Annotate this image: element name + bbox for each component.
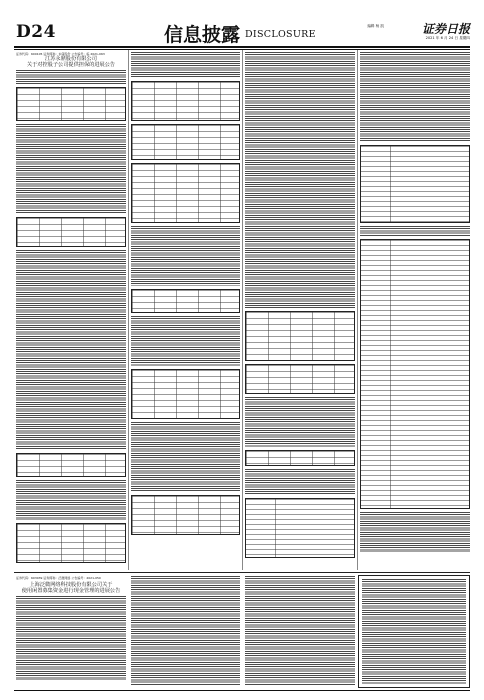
section-title: 信息披露 bbox=[164, 24, 241, 46]
section-divider bbox=[14, 572, 470, 573]
bottom-notice-3 bbox=[245, 576, 355, 686]
body-text bbox=[360, 226, 470, 236]
newspaper-logo: 证券日报 bbox=[421, 22, 470, 36]
notice-header: 证券代码：600105 证券简称：永鼎股份 公告编号：临 2021-063 bbox=[16, 52, 105, 56]
boxed-notice bbox=[358, 575, 470, 688]
column-2 bbox=[131, 52, 240, 568]
data-table bbox=[131, 81, 240, 121]
body-text bbox=[245, 469, 355, 495]
column-divider bbox=[242, 50, 243, 570]
body-text bbox=[131, 422, 240, 492]
column-4 bbox=[360, 52, 470, 568]
data-table bbox=[245, 498, 355, 558]
data-table bbox=[245, 364, 355, 394]
data-table bbox=[131, 369, 240, 419]
bottom-notice-1 bbox=[16, 576, 126, 686]
column-3 bbox=[245, 52, 355, 568]
body-text bbox=[245, 52, 355, 308]
column-divider bbox=[357, 50, 358, 570]
masthead-rule bbox=[14, 46, 470, 48]
data-table bbox=[131, 163, 240, 223]
data-table bbox=[131, 495, 240, 535]
body-text bbox=[362, 579, 466, 684]
date-line: 2021 年 6 月 24 日 星期四 bbox=[425, 36, 470, 40]
data-table bbox=[16, 217, 126, 247]
data-table bbox=[131, 124, 240, 160]
notice-company: 上海泛微网络科技股份有限公司关于 bbox=[29, 582, 113, 588]
data-table bbox=[131, 289, 240, 313]
notice-header: 证券代码：603039 证券简称：泛微网络 公告编号：2021-050 bbox=[16, 576, 101, 580]
data-table bbox=[16, 523, 126, 563]
body-text bbox=[131, 576, 240, 686]
body-text bbox=[245, 397, 355, 447]
page-number: D24 bbox=[16, 22, 56, 42]
body-text bbox=[16, 70, 126, 84]
notice-company: 江苏永鼎股份有限公司 bbox=[45, 56, 97, 62]
bottom-notice-2 bbox=[131, 576, 240, 686]
data-table bbox=[245, 311, 355, 361]
body-text bbox=[16, 480, 126, 520]
body-text bbox=[16, 596, 126, 680]
body-text bbox=[131, 226, 240, 286]
body-text bbox=[16, 250, 126, 450]
editor-line: 编辑 杨 凯 bbox=[367, 24, 384, 28]
section-title-en: DISCLOSURE bbox=[245, 29, 316, 40]
body-text bbox=[16, 124, 126, 214]
notice-title: 使用闲置募集资金进行现金管理的进展公告 bbox=[21, 588, 121, 594]
body-text bbox=[360, 512, 470, 552]
data-table bbox=[360, 145, 470, 223]
data-table bbox=[16, 87, 126, 121]
body-text bbox=[245, 576, 355, 686]
page-bottom-rule bbox=[14, 690, 470, 691]
notice-title: 关于对控股子公司提供担保的进展公告 bbox=[26, 62, 116, 68]
column-divider bbox=[128, 50, 129, 570]
column-1 bbox=[16, 52, 126, 568]
data-table bbox=[245, 450, 355, 466]
body-text bbox=[360, 52, 470, 142]
data-table bbox=[360, 239, 470, 509]
masthead bbox=[14, 20, 470, 46]
body-text bbox=[131, 316, 240, 366]
data-table bbox=[16, 453, 126, 477]
body-text bbox=[131, 52, 240, 78]
